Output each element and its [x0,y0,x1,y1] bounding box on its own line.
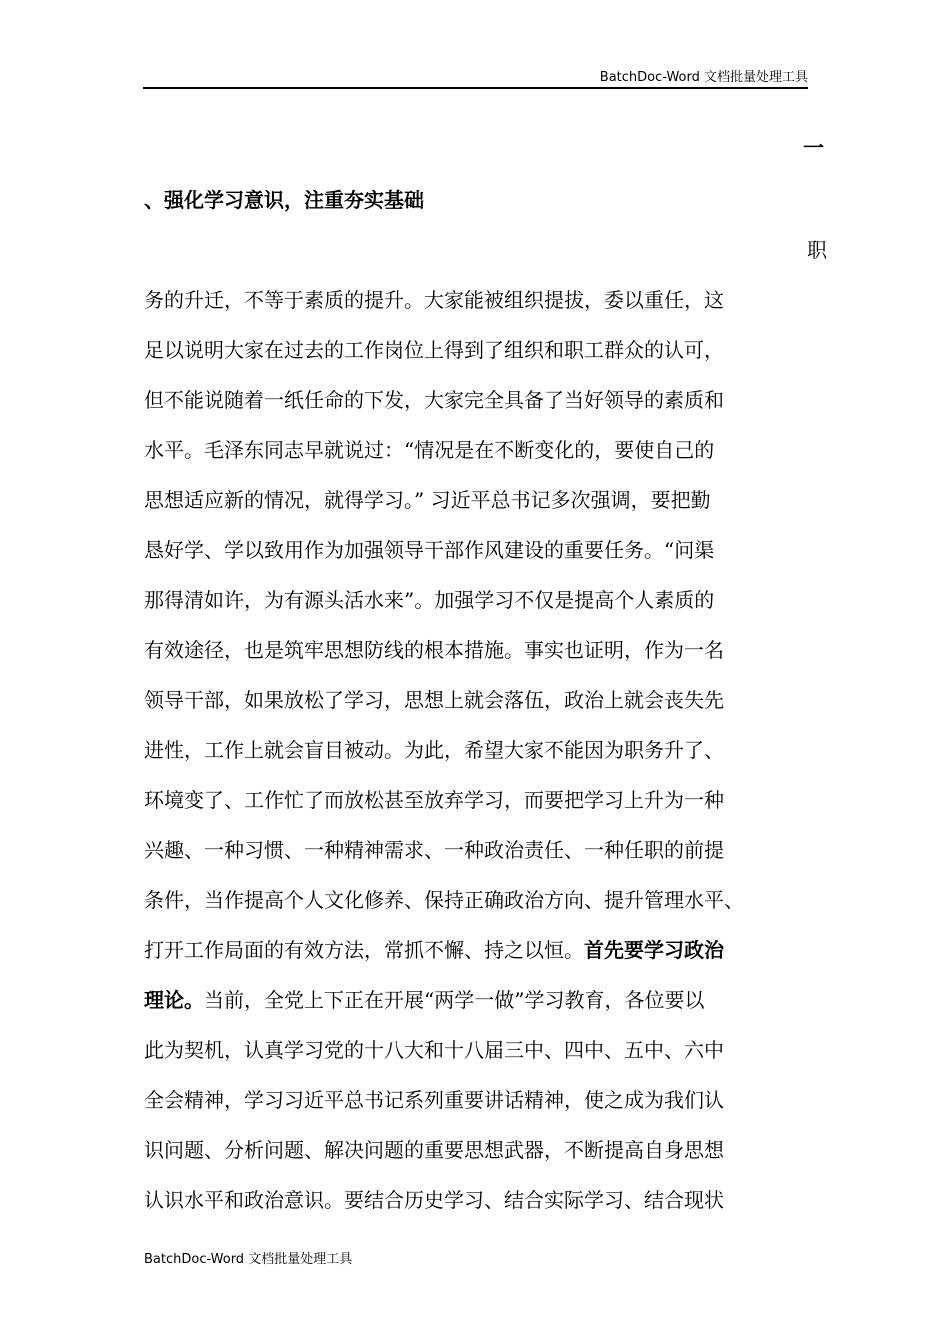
emphasis-text-run: 首先要学习政治 [584,938,724,962]
body-text-run: 打开工作局面的有效方法，常抓不懈、持之以恒。 [144,938,584,962]
body-line-mixed [144,933,744,983]
section-heading: 、强化学习意识，注重夯实基础 [144,188,424,212]
body-line: 但不能说随着一纸任命的下发，大家完全具备了当好领导的素质和 [144,388,724,412]
paragraph-lead-char: 职 [807,238,827,262]
body-line: 兴趣、一种习惯、一种精神需求、一种政治责任、一种任职的前提 [144,838,724,862]
body-paragraph [144,283,744,1233]
body-line: 务的升迁，不等于素质的提升。大家能被组织提拔，委以重任，这 [144,288,724,312]
body-line: 恳好学、学以致用作为加强领导干部作风建设的重要任务。“问渠 [144,538,715,562]
body-line: 领导干部，如果放松了学习，思想上就会落伍，政治上就会丧失先 [144,688,724,712]
body-line: 识问题、分析问题、解决问题的重要思想武器，不断提高自身思想 [144,1138,724,1162]
page-footer-text: BatchDoc-Word 文档批量处理工具 [144,1252,353,1267]
body-line: 水平。毛泽东同志早就说过：“情况是在不断变化的，要使自己的 [144,438,715,462]
body-line: 进性，工作上就会盲目被动。为此，希望大家不能因为职务升了、 [144,738,724,762]
body-line: 那得清如许，为有源头活水来”。加强学习不仅是提高个人素质的 [144,588,715,612]
page-header-text: BatchDoc-Word 文档批量处理工具 [599,70,808,85]
body-line: 条件，当作提高个人文化修养、保持正确政治方向、提升管理水平、 [144,888,744,912]
body-line-mixed [144,983,744,1033]
section-number-char: 一 [803,135,824,160]
body-line: 思想适应新的情况，就得学习。” 习近平总书记多次强调，要把勤 [144,488,711,512]
emphasis-text-run: 理论。 [144,988,204,1012]
body-line: 足以说明大家在过去的工作岗位上得到了组织和职工群众的认可， [144,338,724,362]
body-line: 认识水平和政治意识。要结合历史学习、结合实际学习、结合现状 [144,1188,724,1212]
body-line: 此为契机，认真学习党的十八大和十八届三中、四中、五中、六中 [144,1038,724,1062]
header-divider [143,87,808,89]
body-line: 有效途径，也是筑牢思想防线的根本措施。事实也证明，作为一名 [144,638,724,662]
body-line: 全会精神，学习习近平总书记系列重要讲话精神，使之成为我们认 [144,1088,724,1112]
body-line: 环境变了、工作忙了而放松甚至放弃学习，而要把学习上升为一种 [144,788,724,812]
body-text-run: 当前，全党上下正在开展“两学一做”学习教育，各位要以 [204,988,705,1012]
